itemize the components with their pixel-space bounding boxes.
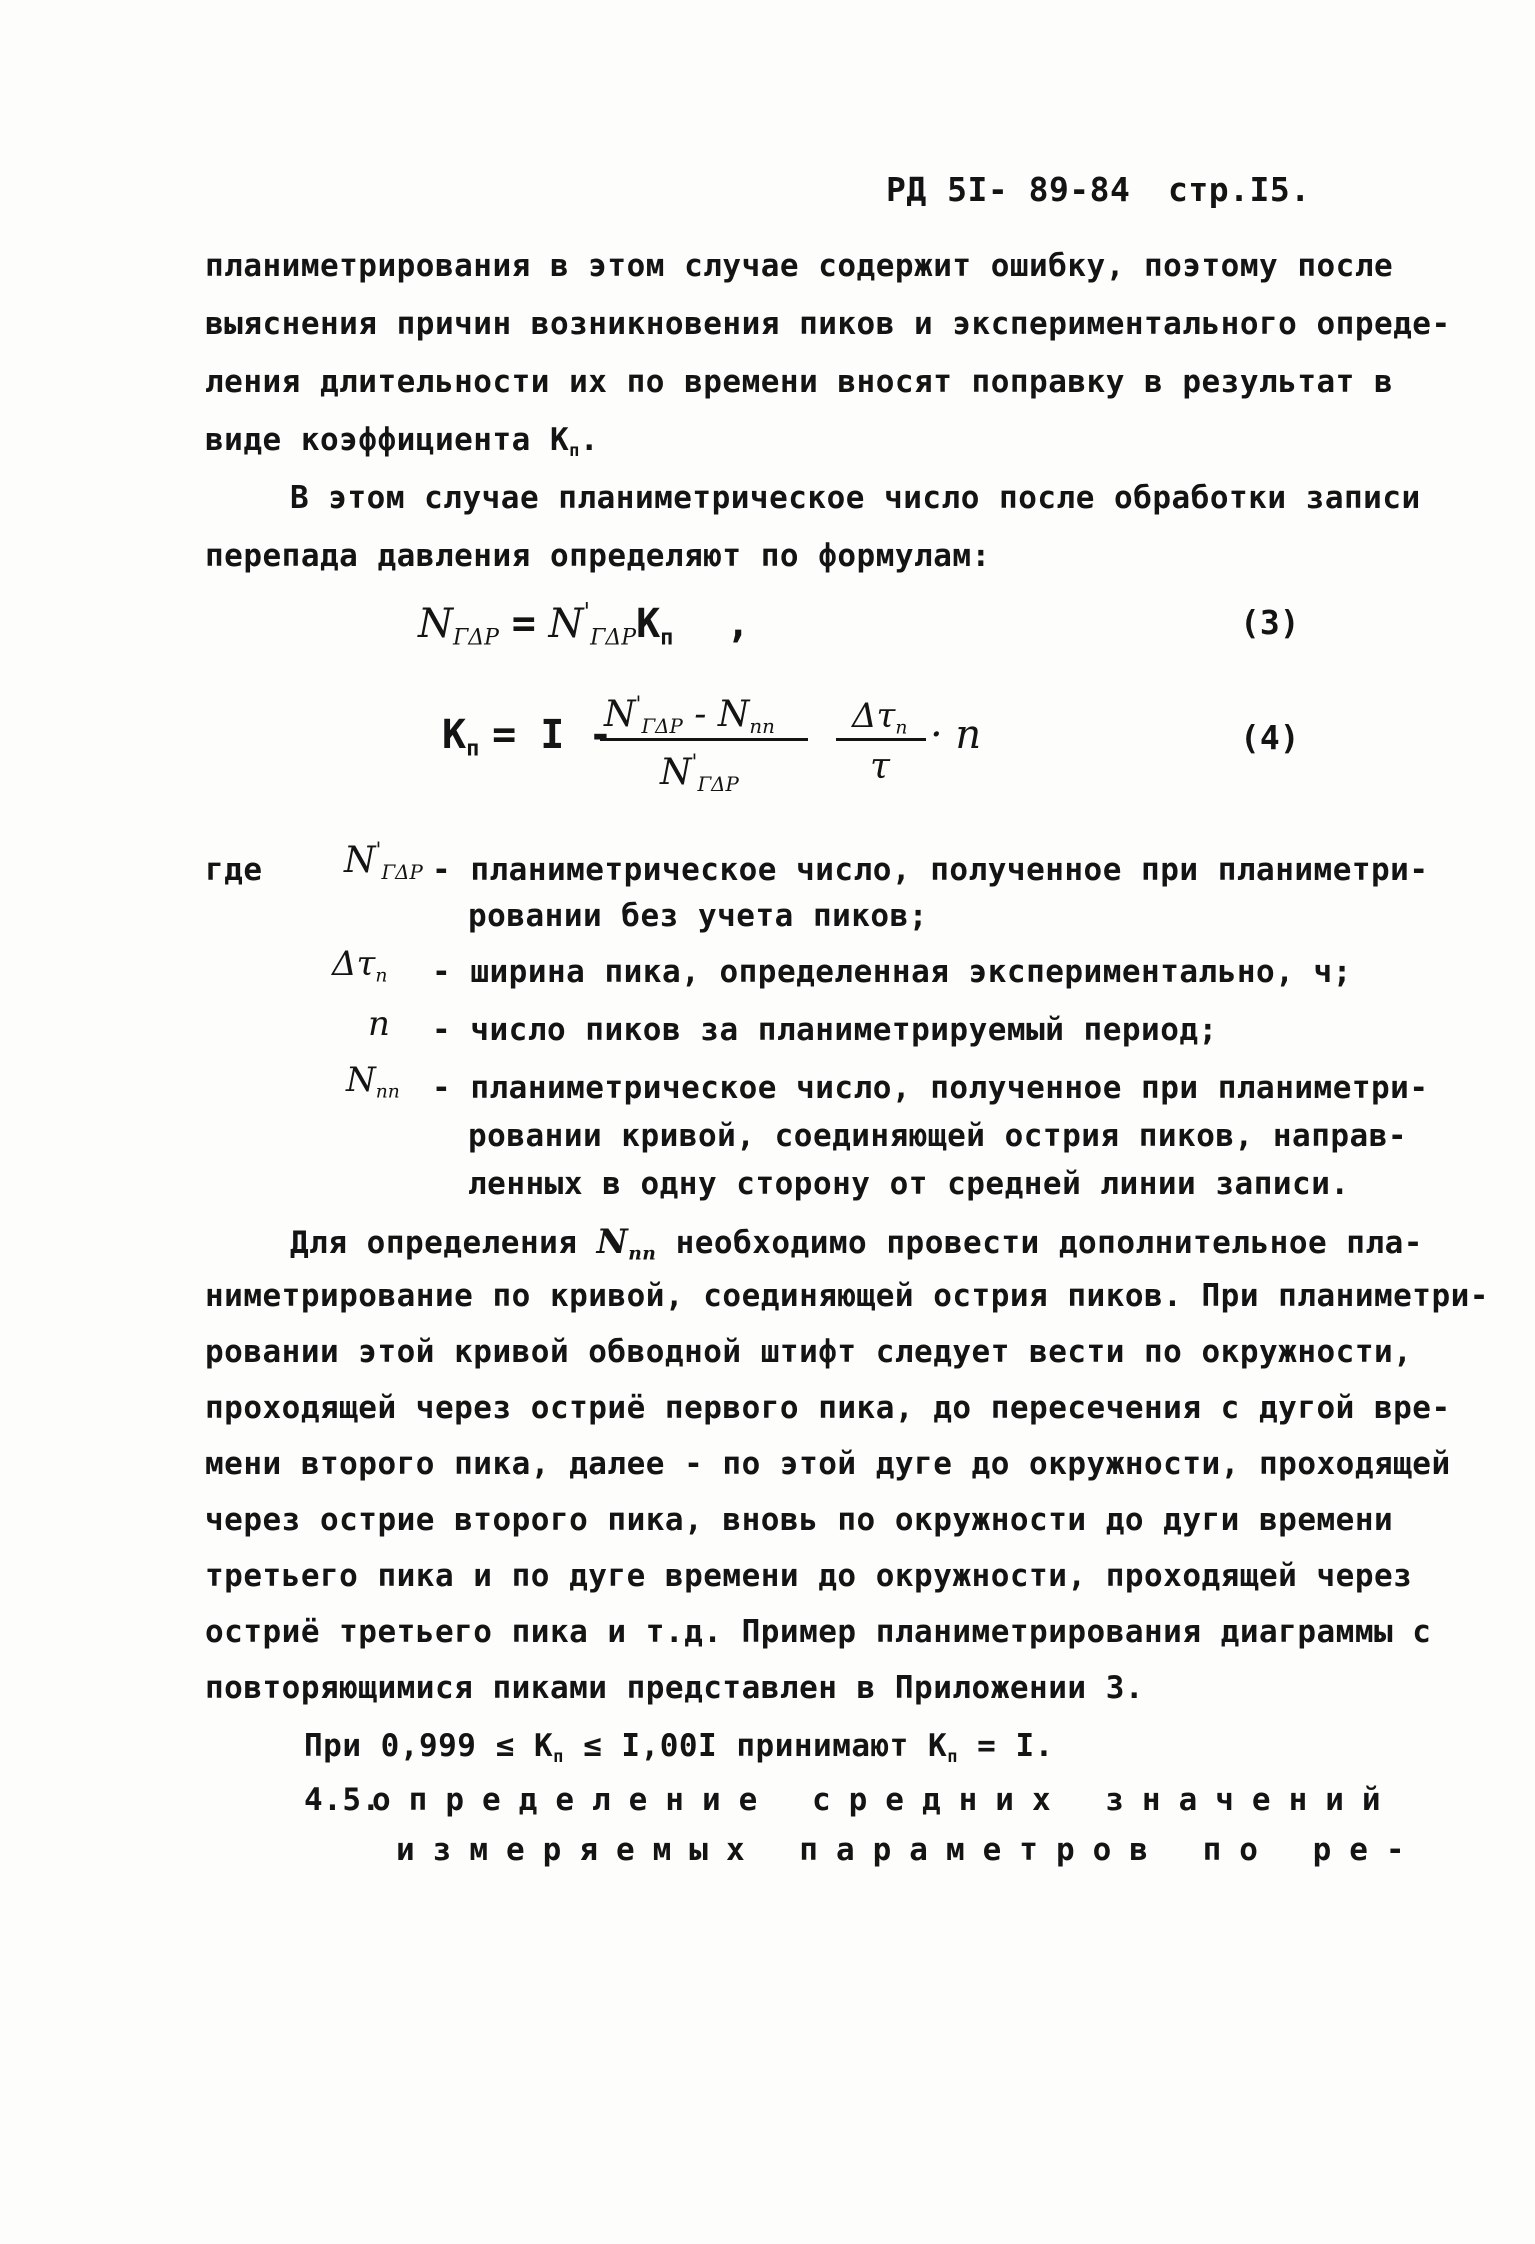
text-line: виде коэффициента $К_п$. [205, 422, 600, 461]
text-line: При $0,999 \le К_п \le I,00I$ принимают $К_п = I$. [304, 1728, 1054, 1767]
fraction-bar [600, 738, 808, 741]
formula-4-lhs: $К_п = I$ - [442, 712, 613, 762]
text-line: мени второго пика, далее - по этой дуге до окружности, проходящей [205, 1446, 1451, 1482]
definition-line: - число пиков за планиметрируемый период; [432, 1012, 1218, 1048]
section-number: 4.5. [304, 1782, 381, 1818]
section-heading-line: определение средних значений [372, 1782, 1399, 1818]
definition-line: - ширина пика, определенная экспериментально, ч; [432, 954, 1352, 990]
symbol-delta-tau: $\Delta\tau_п$ [332, 944, 388, 987]
definition-line: ровании кривой, соединяющей острия пиков, направ- [468, 1118, 1408, 1154]
symbol-n: n [368, 1004, 390, 1044]
text-line: перепада давления определяют по формулам: [205, 538, 991, 574]
fraction-bar [836, 738, 926, 741]
definition-line: ленных в одну сторону от средней линии записи. [468, 1166, 1350, 1202]
document-code: РД 5I- 89-84 [886, 170, 1131, 209]
text-line: ниметрирование по кривой, соединяющей острия пиков. При планиметри- [205, 1278, 1489, 1314]
formula-4-frac2-numerator: $\Delta\tau_п$ [852, 696, 908, 739]
text-line: остриё третьего пика и т.д. Пример планиметрирования диаграммы с [205, 1614, 1432, 1650]
definition-line: ровании без учета пиков; [468, 898, 928, 934]
formula-3-number: (3) [1240, 603, 1300, 642]
formula-4-denominator: $N'_{\Gamma\Delta P}$ [660, 750, 739, 797]
page-number: стр.I5. [1168, 170, 1311, 209]
text-line: проходящей через остриё первого пика, до пересечения с дугой вре- [205, 1390, 1451, 1426]
text-line: ления длительности их по времени вносят поправку в результат в [205, 364, 1394, 400]
text-line: через острие второго пика, вновь по окружности до дуги времени [205, 1502, 1394, 1538]
symbol-n-prime: $N'_{\Gamma\Delta P}$ [344, 838, 423, 885]
formula-4-numerator: $N'_{\Gamma\Delta P} - N_{пп}$ [604, 692, 775, 739]
text-line: выяснения причин возникновения пиков и экспериментального опреде- [205, 306, 1451, 342]
text-line: В этом случае планиметрическое число после обработки записи [290, 480, 1421, 516]
text-line: ровании этой кривой обводной штифт следует вести по окружности, [205, 1334, 1413, 1370]
formula-3: $N_{\Gamma\Delta P} = N'_{\Gamma\Delta P}К_п$ , [418, 598, 751, 651]
definition-line: - планиметрическое число, полученное при планиметри- [432, 852, 1429, 888]
section-heading-line: измеряемых параметров по ре- [396, 1832, 1423, 1868]
text-line: повторяющимися пиками представлен в Приложении 3. [205, 1670, 1145, 1706]
definition-line: - планиметрическое число, полученное при планиметри- [432, 1070, 1429, 1106]
text-line: третьего пика и по дуге времени до окружности, проходящей через [205, 1558, 1413, 1594]
text-line: планиметрирования в этом случае содержит ошибку, поэтому после [205, 248, 1394, 284]
formula-4-number: (4) [1240, 718, 1300, 757]
where-label: где [205, 852, 263, 888]
formula-4-frac2-denominator: τ [870, 746, 890, 787]
symbol-n-pp: $N_{пп}$ [346, 1060, 400, 1103]
text-line: Для определения $N_{пп}$ необходимо провести дополнительное пла- [290, 1222, 1423, 1265]
formula-4-tail: · n [930, 712, 982, 758]
